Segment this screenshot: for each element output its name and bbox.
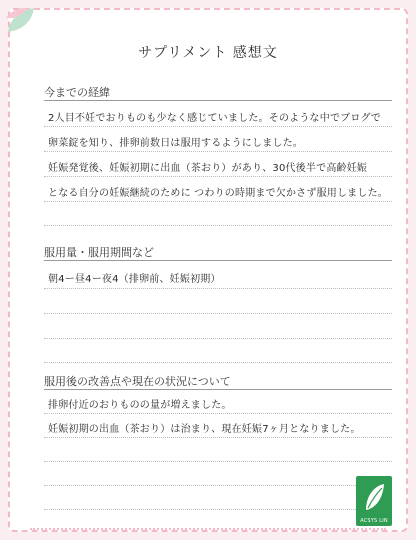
ruled-line [44, 225, 392, 226]
ruled-line [44, 437, 392, 438]
ruled-line [44, 313, 392, 314]
page-title: サプリメント 感想文 [138, 45, 278, 61]
decorative-border [30, 528, 386, 530]
heading-underline [44, 389, 392, 390]
ruled-line [44, 201, 392, 202]
ruled-line [44, 176, 392, 177]
handwritten-line: 妊娠発覚後、妊娠初期に出血（茶おり）があり、30代後半で高齢妊娠 [48, 163, 368, 174]
handwritten-line: 排卵付近のおりものの量が増えました。 [48, 400, 232, 411]
heading-underline [44, 260, 392, 261]
heading-underline [44, 100, 392, 101]
handwritten-line: 朝4ー昼4ー夜4（排卵前、妊娠初期） [48, 274, 221, 285]
ruled-line [44, 485, 392, 486]
section-heading-dosage: 服用量・服用期間など [44, 246, 154, 259]
ruled-line [44, 413, 392, 414]
section-heading-improvements: 服用後の改善点や現在の状況について [44, 375, 231, 388]
handwritten-line: となる自分の妊娠継続のために つわりの時期まで欠かさず服用しました。 [48, 188, 388, 199]
section-heading-history: 今までの経緯 [44, 86, 110, 99]
ruled-line [44, 461, 392, 462]
brand-logo [356, 476, 392, 526]
feedback-sheet [8, 8, 408, 532]
brand-logo-text: ACSYS LIN [360, 518, 388, 524]
ruled-line [44, 126, 392, 127]
ruled-line [44, 338, 392, 339]
leaf-decoration-icon [4, 4, 48, 38]
ruled-line [44, 362, 392, 363]
leaf-icon [356, 478, 392, 518]
ruled-line [44, 288, 392, 289]
ruled-line [44, 509, 392, 510]
handwritten-line: 妊娠初期の出血（茶おり）は治まり、現在妊娠7ヶ月となりました。 [48, 424, 361, 435]
handwritten-line: 卵菜錠を知り、排卵前数日は服用するようにしました。 [48, 138, 303, 149]
handwritten-line: 2人目不妊でおりものも少なく感じていました。そのような中でブログで [48, 113, 381, 124]
ruled-line [44, 151, 392, 152]
